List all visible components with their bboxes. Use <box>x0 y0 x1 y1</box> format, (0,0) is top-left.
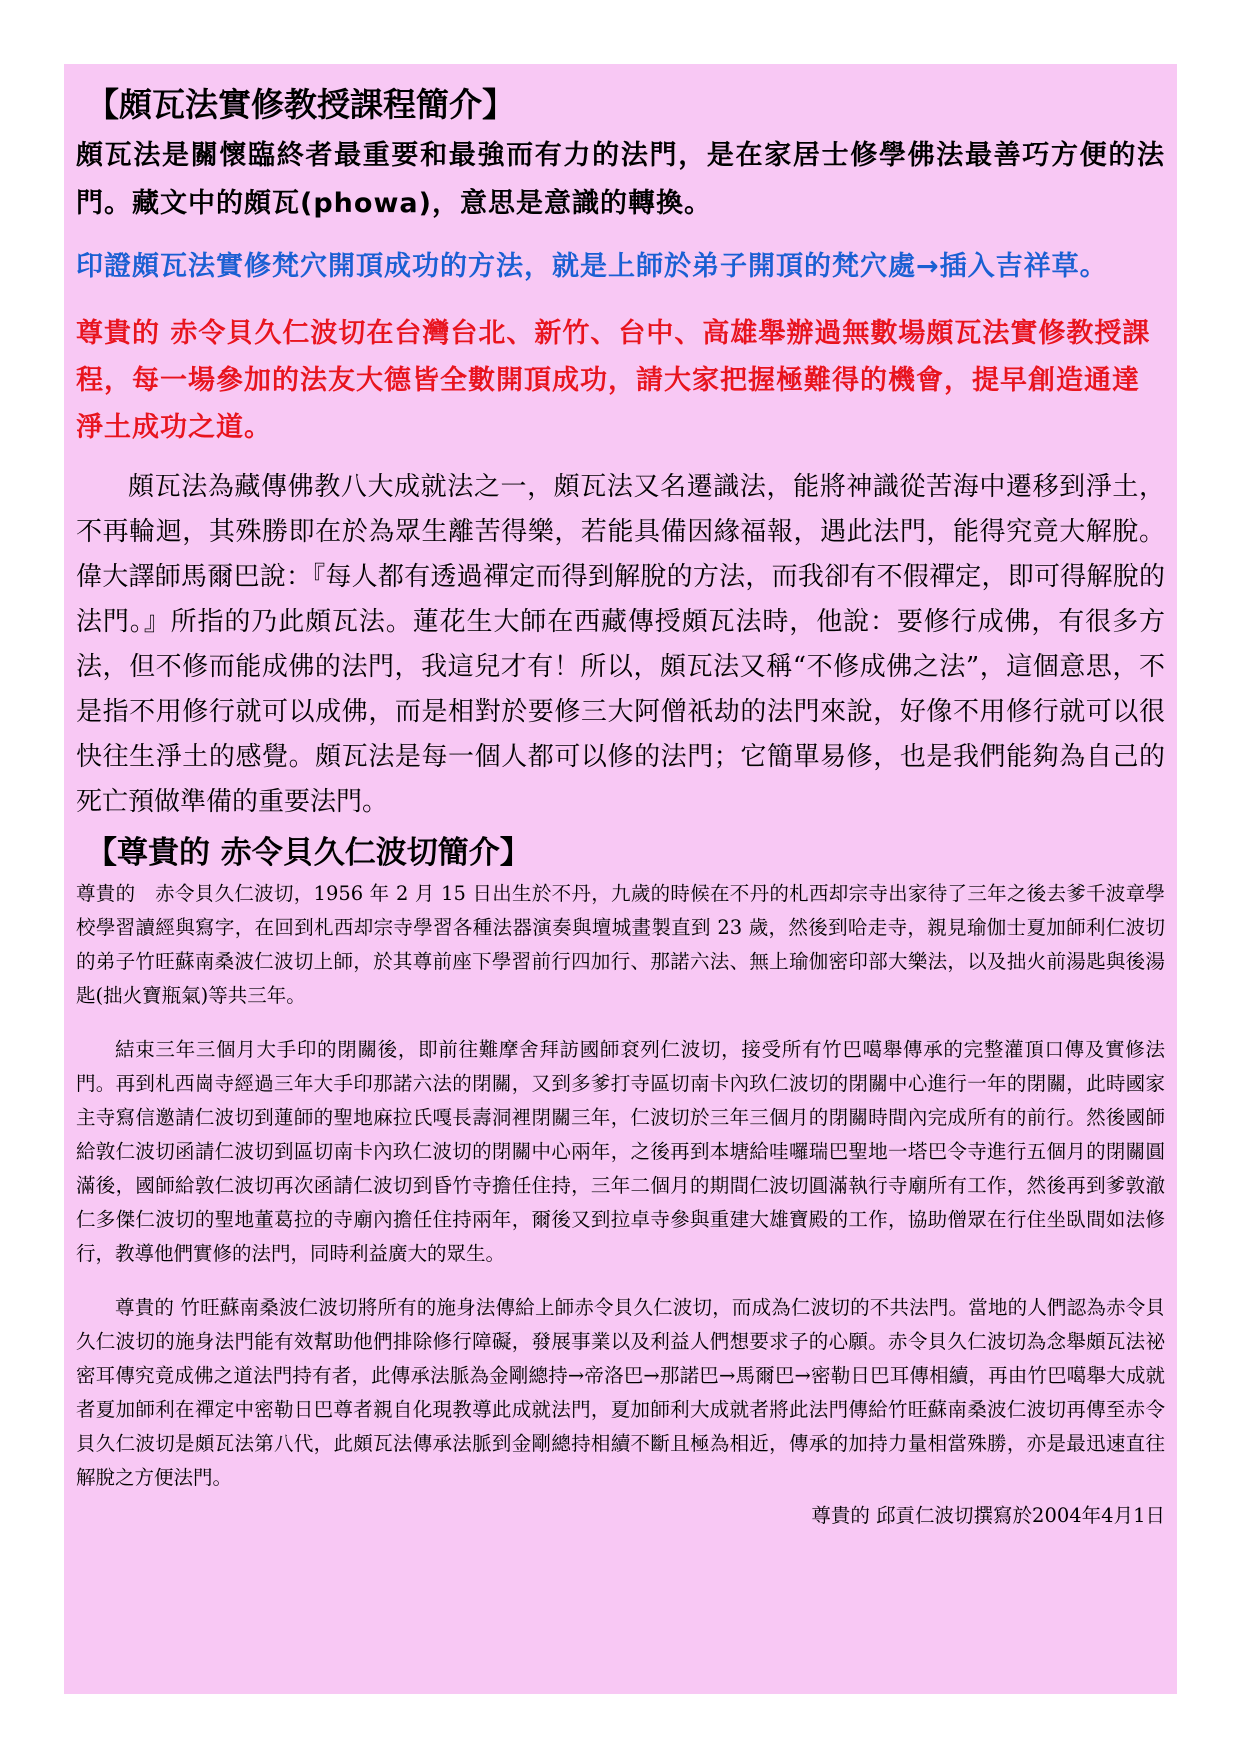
rinpoche-bio-title: 【尊貴的 赤令貝久仁波切簡介】 <box>86 835 531 871</box>
author-signature: 尊貴的 邱貢仁波切撰寫於2004年4月1日 <box>811 1504 1165 1527</box>
course-intro-title: 【頗瓦法實修教授課程簡介】 <box>86 85 515 124</box>
bio-paragraph-2: 結束三年三個月大手印的閉關後，即前往難摩舍拜訪國師袞列仁波切，接受所有竹巴噶舉傳承的完整灌頂口傳及實修法門。再到札西崗寺經過三年大手印那諾六法的閉關，又到多爹打寺區切南卡內玖仁波切的閉關中心進行一年的閉關，此時國家主寺寫信邀請仁波切到蓮師的聖地麻拉氏嘎長壽洞裡閉關三年，仁波切於三年三個月的閉關時間內完成所有的前行。然後國師給敦仁波切函請仁波切到區切南卡內玖仁波切的閉關中心兩年，之後再到本塘給哇囉瑞巴聖地一塔巴令寺進行五個月的閉關圓滿後，國師給敦仁波切再次函請仁波切到昏竹寺擔任住持，三年二個月的期間仁波切圓滿執行寺廟所有工作，然後再到爹敦澈仁多傑仁波切的聖地董葛拉的寺廟內擔任住持兩年，爾後又到拉卓寺參與重建大雄寶殿的工作，協助僧眾在行住坐臥間如法修行，教導他們實修的法門，同時利益廣大的眾生。 <box>76 1038 1165 1265</box>
empowerment-proof-note: 印證頗瓦法實修梵穴開頂成功的方法，就是上師於弟子開頂的梵穴處→插入吉祥草。 <box>76 251 1108 282</box>
phowa-description: 頗瓦法為藏傳佛教八大成就法之一，頗瓦法又名遷識法，能將神識從苦海中遷移到淨土，不再輪迴，其殊勝即在於為眾生離苦得樂，若能具備因緣福報，遇此法門，能得究竟大解脫。偉大譯師馬爾巴說：『每人都有透過禪定而得到解脫的方法，而我卻有不假禪定，即可得解脫的法門。』所指的乃此頗瓦法。蓮花生大師在西藏傳授頗瓦法時，他說：要修行成佛，有很多方法，但不修而能成佛的法門，我這兒才有！所以，頗瓦法又稱“不修成佛之法”，這個意思，不是指不用修行就可以成佛，而是相對於要修三大阿僧祇劫的法門來說，好像不用修行就可以很快往生淨土的感覺。頗瓦法是每一個人都可以修的法門；它簡單易修，也是我們能夠為自己的死亡預做準備的重要法門。 <box>76 472 1165 817</box>
course-intro-lead: 頗瓦法是關懷臨終者最重要和最強而有力的法門，是在家居士修學佛法最善巧方便的法門。藏文中的頗瓦(phowa)，意思是意識的轉換。 <box>76 140 1165 219</box>
flyer-panel <box>64 64 1177 1694</box>
course-history-note: 尊貴的 赤令貝久仁波切在台灣台北、新竹、台中、高雄舉辦過無數場頗瓦法實修教授課程，每一場參加的法友大德皆全數開頂成功，請大家把握極難得的機會，提早創造通達淨土成功之道。 <box>76 318 1151 443</box>
bio-paragraph-1: 尊貴的 赤令貝久仁波切，1956 年 2 月 15 日出生於不丹，九歲的時候在不丹的札西却宗寺出家待了三年之後去爹千波章學校學習讀經與寫字，在回到札西却宗寺學習各種法器演奏與壇城畫製直到 23 歲，然後到哈走寺，親見瑜伽士夏加師利仁波切的弟子竹旺蘇南桑波仁波切上師，於其尊前座下學習前行四加行、那諾六法、無上瑜伽密印部大樂法，以及拙火前湯匙與後湯匙(拙火寶瓶氣)等共三年。 <box>76 882 1165 1007</box>
bio-paragraph-3: 尊貴的 竹旺蘇南桑波仁波切將所有的施身法傳給上師赤令貝久仁波切，而成為仁波切的不共法門。當地的人們認為赤令貝久仁波切的施身法門能有效幫助他們排除修行障礙，發展事業以及利益人們想要求子的心願。赤令貝久仁波切為念舉頗瓦法祕密耳傳究竟成佛之道法門持有者，此傳承法脈為金剛總持→帝洛巴→那諾巴→馬爾巴→密勒日巴耳傳相續，再由竹巴噶舉大成就者夏加師利在禪定中密勒日巴尊者親自化現教導此成就法門，夏加師利大成就者將此法門傳給竹旺蘇南桑波仁波切再傳至赤令貝久仁波切是頗瓦法第八代，此頗瓦法傳承法脈到金剛總持相續不斷且極為相近，傳承的加持力量相當殊勝，亦是最迅速直往解脫之方便法門。 <box>76 1296 1165 1489</box>
